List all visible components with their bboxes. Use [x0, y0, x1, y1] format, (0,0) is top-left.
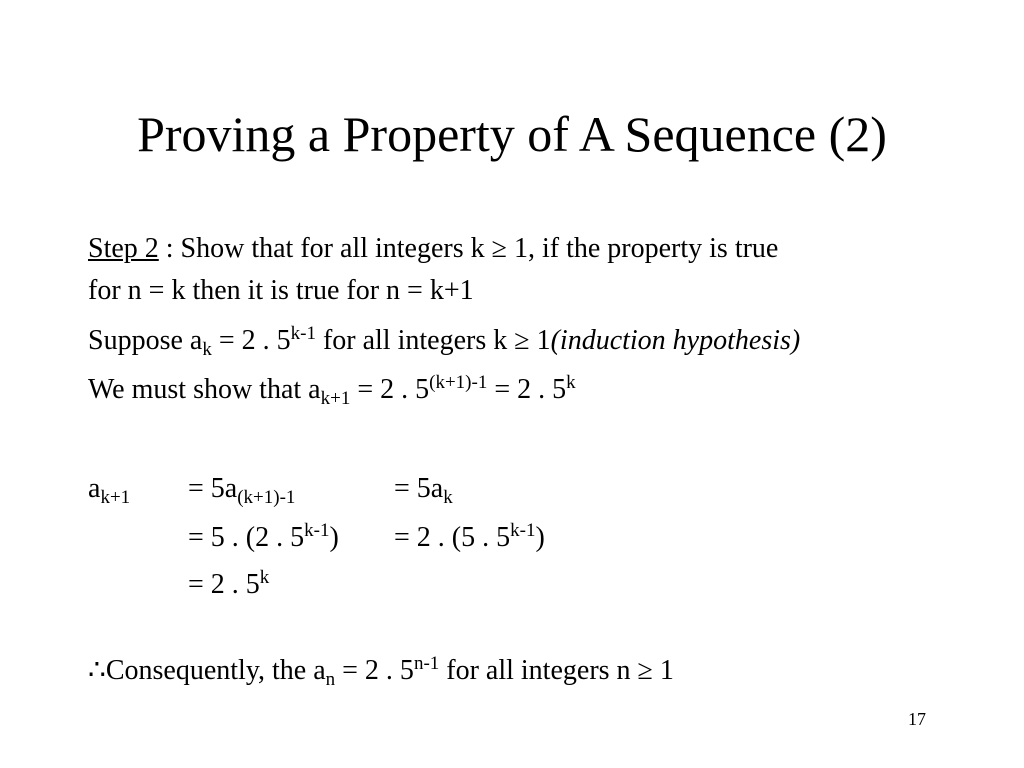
conclusion-subscript: n	[325, 669, 336, 690]
must-show-line	[88, 373, 576, 407]
lhs-subscript: k+1	[100, 487, 131, 508]
step-line-1	[88, 232, 778, 266]
must-show-superscript-1: (k+1)-1	[429, 372, 488, 393]
row1-step2-text: = 5a	[394, 473, 444, 504]
row1-step2-subscript: k	[443, 487, 453, 508]
row2-step2-superscript: k-1	[510, 520, 536, 541]
row1-step1-subscript: (k+1)-1	[237, 487, 296, 508]
conclusion-text-1: Consequently, the a	[105, 655, 326, 686]
suppose-text-1: Suppose a	[88, 325, 203, 356]
suppose-superscript: k-1	[290, 323, 316, 344]
derivation-lhs	[88, 472, 130, 506]
derivation-row1-step1	[188, 472, 295, 506]
derivation-row1-step2	[394, 472, 453, 506]
suppose-text-2: = 2 . 5	[211, 325, 291, 356]
must-show-subscript: k+1	[320, 388, 351, 409]
derivation-row2-step1	[188, 521, 339, 555]
slide-title: Proving a Property of A Sequence (2)	[137, 106, 887, 162]
row2-step1-superscript: k-1	[304, 520, 330, 541]
conclusion-text-2: = 2 . 5	[335, 655, 414, 686]
lhs-base: a	[88, 473, 101, 504]
therefore-symbol: ∴	[88, 655, 106, 686]
must-show-text-3: = 2 . 5	[487, 374, 567, 405]
row2-step2-close: )	[535, 522, 545, 553]
row1-step1-text: = 5a	[188, 473, 238, 504]
page-number: 17	[908, 709, 926, 729]
row2-step2-text: = 2 . (5 . 5	[394, 522, 511, 553]
row2-step1-close: )	[329, 522, 339, 553]
induction-hypothesis-note: (induction hypothesis)	[550, 325, 801, 356]
suppose-line	[88, 324, 800, 358]
step-text-1: : Show that for all integers k ≥ 1, if the property is true	[158, 233, 779, 264]
step-label: Step 2	[88, 233, 159, 264]
row2-step1-text: = 5 . (2 . 5	[188, 522, 305, 553]
row3-step1-superscript: k	[259, 567, 270, 588]
row3-step1-text: = 2 . 5	[188, 569, 260, 600]
suppose-text-3: for all integers k ≥ 1	[315, 325, 551, 356]
must-show-text-1: We must show that a	[88, 374, 321, 405]
must-show-superscript-2: k	[566, 372, 576, 393]
conclusion-line	[88, 654, 674, 688]
must-show-text-2: = 2 . 5	[350, 374, 430, 405]
step-line-2: for n = k then it is true for n = k+1	[88, 275, 474, 306]
conclusion-superscript: n-1	[413, 653, 440, 674]
derivation-row2-step2	[394, 521, 545, 555]
derivation-row3-step1	[188, 568, 269, 602]
suppose-subscript: k	[202, 339, 212, 360]
conclusion-text-3: for all integers n ≥ 1	[439, 655, 674, 686]
